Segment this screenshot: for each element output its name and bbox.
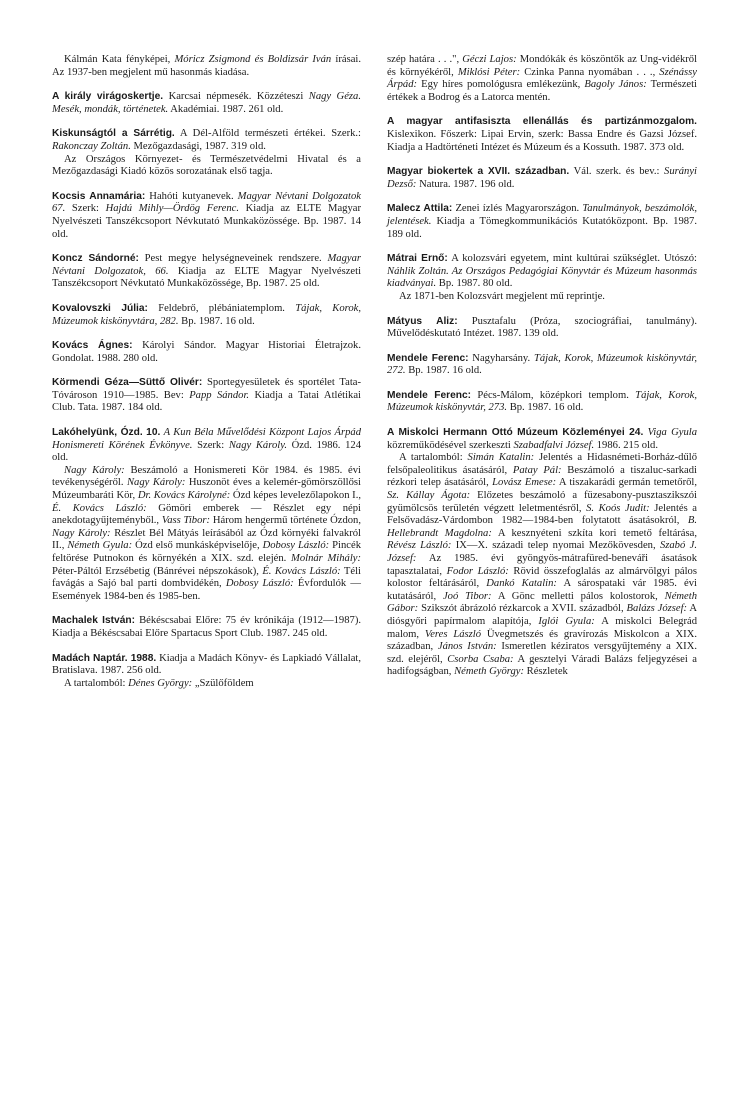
entry-text: Természeti értékek a Bodrog és a Latorca mentén. bbox=[387, 79, 698, 103]
entry-text: A gesztelyi Váradi Balázs feljegyzései a hadifogságban, bbox=[387, 653, 697, 678]
italic-text: Szabadfalvi József. bbox=[513, 439, 595, 451]
entry-text: A Dél-Alföld természeti értékei. Szerk.: bbox=[174, 128, 362, 140]
entry-text: Az 1871-ben Kolozsvárt megjelent mű reprintje. bbox=[399, 290, 605, 302]
entry-text: Kiadja a Tömegkommunikációs Kutatóközpont. Bp. 1987. 189 old. bbox=[387, 215, 697, 240]
italic-text: Németh György: bbox=[454, 666, 524, 678]
entry-text: A Gönc melletti pálos kolostorok, bbox=[491, 590, 665, 602]
entry-text: Gömöri emberek — Részlet egy népi anekdotagyűjteményből., bbox=[52, 502, 361, 527]
entry-text: Jelentés a Hidasnémeti-Borház-dűlő felsőpaleolitikus ásatásáról, bbox=[387, 452, 697, 476]
entry-text: Évfordulók — Események 1984-ben és 1985-ben. bbox=[52, 578, 361, 602]
entry-paragraph bbox=[52, 653, 361, 678]
bibliography-entry bbox=[387, 427, 697, 679]
bibliography-entry bbox=[387, 116, 697, 154]
italic-text: Veres László bbox=[424, 628, 481, 640]
entry-paragraph bbox=[387, 353, 697, 378]
entry-text: Szikszót ábrázoló rézkarcok a XVII. századból, bbox=[418, 603, 627, 615]
bibliography-entry bbox=[387, 54, 697, 104]
bibliography-entry bbox=[52, 615, 361, 640]
left-column bbox=[52, 54, 361, 702]
entry-paragraph bbox=[387, 253, 697, 291]
entry-text: Pincék feltörése Putnokon és környékén a XIX. szd. elején. bbox=[52, 540, 361, 564]
entry-text: Huszonöt éves a kelemér-gömörszöllősi Múzeumbaráti Kör, bbox=[52, 477, 361, 502]
italic-text: Szénássy Árpád: bbox=[387, 66, 697, 91]
entry-text: Kiadja az ELTE Magyar Nyelvészeti Tanszékcsoport Névkutató Munkaközössége. Bp. 1987. 14 old. bbox=[52, 203, 361, 240]
bibliography-entry bbox=[387, 253, 697, 303]
italic-text: Miklósi Péter: bbox=[457, 66, 521, 78]
italic-text: Dr. Kovács Károlyné: bbox=[137, 490, 231, 502]
entry-heading: A magyar antifasiszta ellenállás és partizánmozgalom. bbox=[387, 116, 697, 128]
italic-text: Papp Sándor. bbox=[189, 389, 250, 401]
italic-text: Nagy Károly. bbox=[228, 439, 287, 451]
entry-paragraph bbox=[52, 427, 361, 465]
italic-text: S. Koós Judit: bbox=[586, 502, 650, 514]
entry-text: Mezőgazdasági, 1987. 319 old. bbox=[130, 140, 266, 152]
entry-paragraph bbox=[52, 54, 361, 79]
entry-heading: Machalek István: bbox=[52, 615, 135, 627]
italic-text: Patay Pál: bbox=[512, 464, 562, 476]
italic-text: Géczi Lajos: bbox=[462, 54, 517, 65]
entry-text: Beszámoló a tiszaluc-sarkadi rézkori telep ásatásáról, bbox=[387, 464, 697, 489]
italic-text: Révész László: bbox=[387, 540, 452, 552]
entry-text: A miskolci Belegrád malom, bbox=[387, 615, 697, 640]
bibliography-entry bbox=[52, 427, 361, 603]
italic-text: Joó Tibor: bbox=[442, 590, 492, 602]
entry-heading: Kovalovszki Júlia: bbox=[52, 302, 148, 314]
italic-text: Dobosy László: bbox=[262, 540, 330, 552]
italic-text: Szabó J. József: bbox=[387, 540, 697, 564]
entry-text: Natura. 1987. 196 old. bbox=[416, 178, 515, 190]
entry-heading: Koncz Sándorné: bbox=[52, 253, 139, 265]
italic-text: Nagy Károly: bbox=[52, 527, 111, 539]
entry-text: Pusztafalu (Próza, szociográfiai, tanulmány). Művelődéskutató Intézet. 1987. 139 old. bbox=[387, 315, 697, 340]
entry-text: Kiadja a Madách Könyv- és Lapkiadó Vállalat, Bratislava. 1987. 256 old. bbox=[52, 652, 362, 677]
entry-paragraph bbox=[387, 54, 697, 104]
italic-text: Bagoly János: bbox=[584, 79, 647, 91]
entry-text: Kiadja az ELTE Magyar Nyelvészeti Tanszékcsoport Névkutató Munkaközössége, Bp. 1987. 25 old. bbox=[52, 265, 362, 290]
entry-text: írásai. Az 1937-ben megjelent mű hasonmás kiadása. bbox=[52, 54, 361, 78]
entry-heading: Malecz Attila: bbox=[387, 203, 453, 215]
entry-heading: Mendele Ferenc: bbox=[387, 352, 469, 364]
entry-text: Zenei ízlés Magyarországon. bbox=[452, 203, 583, 215]
entry-text: Kálmán Kata fényképei, bbox=[64, 54, 175, 65]
italic-text: Surányi Dezső: bbox=[387, 166, 697, 190]
italic-text: Molnár Mihály: bbox=[291, 553, 362, 564]
entry-text: Czinka Panna nyomában . . ., bbox=[520, 66, 660, 78]
entry-heading: Kovács Ágnes: bbox=[52, 340, 133, 352]
italic-text: János István: bbox=[437, 641, 497, 653]
entry-text: közreműködésével szerkeszti bbox=[387, 439, 514, 451]
italic-text: É. Kovács László: bbox=[52, 502, 147, 514]
entry-paragraph bbox=[387, 427, 697, 452]
entry-heading: Kocsis Annamária: bbox=[52, 190, 146, 202]
entry-text: Üvegmetszés és gravírozás Miskolcon a XIX. században, bbox=[387, 628, 697, 653]
italic-text: Vass Tibor: bbox=[161, 515, 211, 527]
entry-text: A tiszakarádi germán temetőről, bbox=[556, 477, 697, 489]
bibliography-entry bbox=[387, 316, 697, 341]
bibliography-entry bbox=[52, 303, 361, 328]
entry-text: A kesznyéteni szkíta kori temető feltárása, bbox=[491, 527, 697, 539]
italic-text: Náhlik Zoltán. Az Országos Pedagógiai Könyvtár és Múzeum hasonmás kiadványai. bbox=[387, 265, 697, 290]
entry-text: Pest megye helységneveinek rendszere. bbox=[138, 253, 328, 265]
entry-text: Sportegyesületek és sportélet Tata-Tóvároson 1910—1985. Bev: bbox=[52, 377, 362, 401]
entry-text: A kolozsvári egyetem, mint kultúrai szükséglet. Utószó: bbox=[447, 253, 697, 265]
entry-text: Kiadja a Tatai Atlétikai Club. Tata. 1987. 184 old. bbox=[52, 389, 361, 414]
entry-text: A diósgyőri papírmalom alapítója, bbox=[387, 603, 697, 627]
entry-paragraph bbox=[52, 340, 361, 365]
italic-text: Rakonczay Zoltán. bbox=[52, 140, 131, 152]
entry-heading: A Miskolci Hermann Ottó Múzeum Közleményei 24. bbox=[387, 427, 644, 439]
entry-text: Szerk: bbox=[192, 439, 229, 451]
italic-text: Hajdú Mihly—Ördög Ferenc. bbox=[105, 203, 239, 215]
entry-text: Ózd első munkásképviselője, bbox=[132, 540, 263, 552]
entry-text: Hahóti kutyanevek. bbox=[145, 190, 238, 202]
entry-text: Részletek bbox=[524, 666, 568, 678]
entry-text: „Szülőföldem bbox=[192, 677, 254, 689]
bibliography-entry bbox=[52, 91, 361, 116]
entry-text: Az Országos Környezet- és Természetvédelmi Hivatal és a Mezőgazdasági Kiadó közös sorozatának első tagja. bbox=[52, 153, 361, 178]
entry-paragraph bbox=[52, 615, 361, 640]
italic-text: Nagy Károly: bbox=[126, 477, 186, 489]
italic-text: Fodor László: bbox=[446, 565, 509, 577]
entry-text: Kislexikon. Főszerk: Lipai Ervin, szerk: Bassa Endre és Gazsi József. Kiadja a Hadtörténeti Intézet és Múzeum és a Kossuth. 1987. 373 old. bbox=[387, 128, 697, 153]
entry-paragraph bbox=[387, 390, 697, 415]
entry-text: IX—X. századi telep nyomai Mezőkövesden, bbox=[451, 540, 660, 552]
entry-text: Feldebrő, plébániatemplom. bbox=[147, 302, 296, 314]
entry-heading: Mátyus Aliz: bbox=[387, 315, 458, 327]
bibliography-entry bbox=[52, 340, 361, 365]
entry-text: Mondókák és köszöntők az Ung-vidékről és környékéről, bbox=[387, 54, 698, 78]
entry-paragraph bbox=[387, 116, 697, 154]
italic-text: A Kun Béla Művelődési Központ Lajos Árpád Honismereti Körének Évkönyve. bbox=[52, 427, 361, 451]
entry-text: Szerk: bbox=[65, 203, 106, 215]
entry-text: A tartalomból: bbox=[64, 677, 129, 689]
entry-paragraph bbox=[52, 303, 361, 328]
entry-paragraph bbox=[387, 166, 697, 191]
entry-text: Ismeretlen kéziratos versgyűjtemény a XIX. szd. elejéről, bbox=[387, 641, 698, 665]
entry-note bbox=[52, 678, 361, 691]
entry-text: A sárospataki vár 1985. évi kutatásáról, bbox=[387, 578, 698, 602]
bibliography-entry bbox=[387, 166, 697, 191]
entry-heading: Mátrai Ernő: bbox=[387, 253, 448, 265]
italic-text: Móricz Zsigmond és Boldizsár Iván bbox=[174, 54, 332, 65]
italic-text: Németh Gyula: bbox=[67, 540, 133, 552]
entry-heading: Magyar biokertek a XVII. században. bbox=[387, 166, 570, 178]
entry-heading: Madách Naptár. 1988. bbox=[52, 652, 157, 664]
entry-note bbox=[52, 465, 361, 604]
bibliography-entry bbox=[52, 191, 361, 241]
entry-text: Beszámoló a Honismereti Kör 1984. és 1985. évi tevékenységéről. bbox=[52, 464, 361, 489]
entry-paragraph bbox=[52, 91, 361, 116]
bibliography-entry bbox=[387, 390, 697, 415]
bibliography-entry bbox=[52, 653, 361, 691]
italic-text: Nagy Géza. Mesék, mondák, történetek. bbox=[52, 91, 361, 115]
entry-text: Az 1985. évi gyöngyös-mátrafüred-beneváři ásatások tapasztalatai, bbox=[387, 553, 697, 577]
entry-text: Előzetes beszámoló a füzesabony-pusztaszikszói gyümölcsös területén végzett leletmentésről, bbox=[387, 490, 697, 514]
entry-text: Ózd képes levelezőlapokon I., bbox=[230, 490, 361, 502]
bibliography-entry bbox=[387, 203, 697, 241]
entry-heading: Lakóhelyünk, Ózd. 10. bbox=[52, 427, 161, 439]
italic-text: Csorba Csaba: bbox=[447, 653, 514, 665]
entry-heading: Mendele Ferenc: bbox=[387, 389, 472, 401]
entry-paragraph bbox=[52, 191, 361, 241]
bibliography-entry bbox=[52, 377, 361, 415]
entry-text: Péter-Páltól Erzsébetig (Bánrévei népszokások), bbox=[52, 565, 263, 577]
entry-text: Bp. 1987. 80 old. bbox=[436, 278, 513, 290]
entry-text: Békéscsabai Előre: 75 év krónikája (1912—1987). Kiadja a Békéscsabai Előre Spartacus Sport Club. 1987. 245 old. bbox=[52, 615, 362, 639]
entry-heading: Körmendi Géza—Süttő Olivér: bbox=[52, 377, 203, 389]
entry-text: Nagyharsány. bbox=[468, 352, 534, 364]
italic-text: Németh Gábor: bbox=[387, 590, 697, 615]
entry-heading: Kiskunságtól a Sárrétig. bbox=[52, 128, 175, 140]
entry-paragraph bbox=[52, 377, 361, 415]
entry-text: Téli favágás a Sajó bal parti dombvidékén, bbox=[52, 565, 361, 590]
entry-text: Karcsai népmesék. Közzéteszi bbox=[163, 91, 309, 103]
right-column bbox=[387, 54, 697, 691]
entry-text: Egy híres pomológusra emlékezünk, bbox=[417, 79, 585, 91]
italic-text: Tanulmányok, beszámolók, jelentések. bbox=[387, 203, 697, 227]
entry-text: Vál. szerk. és bev.: bbox=[569, 166, 665, 178]
italic-text: Tájak, Korok, Múzeumok kiskönyvtára, 282. bbox=[52, 302, 361, 327]
bibliography-entry bbox=[52, 253, 361, 291]
italic-text: Dankó Katalin: bbox=[486, 578, 557, 590]
entry-text: Károlyi Sándor. Magyar Historiai Életrajzok. Gondolat. 1988. 280 old. bbox=[52, 340, 362, 364]
entry-text: Ózd. 1986. 124 old. bbox=[52, 439, 362, 464]
entry-note bbox=[52, 154, 361, 179]
entry-text: Pécs-Málom, középkori templom. bbox=[471, 389, 636, 401]
italic-text: É. Kovács László: bbox=[262, 565, 341, 577]
entry-text: szép határa . . .", bbox=[387, 54, 463, 65]
entry-text: Bp. 1987. 16 old. bbox=[405, 365, 482, 377]
entry-text: Bp. 1987. 16 old. bbox=[178, 315, 255, 327]
italic-text: Tájak, Korok, Múzeumok kiskönyvtár, 272. bbox=[387, 352, 697, 377]
entry-paragraph bbox=[387, 316, 697, 341]
italic-text: Sz. Kállay Ágota: bbox=[387, 490, 471, 502]
bibliography-entry bbox=[387, 353, 697, 378]
italic-text: Lovász Emese: bbox=[492, 477, 557, 489]
entry-text: Három hengermű története Ózdon, bbox=[210, 515, 362, 527]
italic-text: Magyar Névtani Dolgozatok 67. bbox=[52, 190, 362, 215]
italic-text: Magyar Névtani Dolgozatok, 66. bbox=[52, 253, 361, 277]
entry-note bbox=[387, 291, 697, 304]
entry-paragraph bbox=[52, 253, 361, 291]
entry-text: Rövid összefoglalás az almárvölgyi pálos kolostor feltárásáról, bbox=[387, 565, 697, 590]
italic-text: Tájak, Korok, Múzeumok kiskönyvtár, 273. bbox=[387, 389, 697, 414]
italic-text: B. Hellebrandt Magdolna: bbox=[387, 515, 697, 539]
entry-paragraph bbox=[387, 203, 697, 241]
italic-text: Iglói Gyula: bbox=[538, 615, 595, 627]
italic-text: Viga Gyula bbox=[647, 427, 697, 439]
bibliography-entry bbox=[52, 54, 361, 79]
entry-paragraph bbox=[52, 128, 361, 153]
entry-heading: A király virágoskertje. bbox=[52, 91, 164, 103]
italic-text: Dobosy László: bbox=[225, 578, 294, 590]
italic-text: Dénes György: bbox=[128, 677, 193, 689]
entry-text: Akadémiai. 1987. 261 old. bbox=[168, 103, 284, 115]
italic-text: Simán Katalin: bbox=[467, 452, 535, 464]
entry-text: Jelentés a Felsővadász-Várdombon 1982—1984-ben folytatott ásatásokról, bbox=[387, 502, 697, 527]
entry-text: Bp. 1987. 16 old. bbox=[507, 402, 584, 414]
entry-text: Részlet Bél Mátyás leírásából az Ózd környéki falvakról II., bbox=[52, 527, 361, 552]
italic-text: Nagy Károly: bbox=[64, 464, 125, 476]
italic-text: Balázs József: bbox=[626, 603, 688, 615]
entry-text: A tartalomból: bbox=[399, 452, 468, 464]
entry-text: 1986. 215 old. bbox=[594, 439, 658, 451]
bibliography-entry bbox=[52, 128, 361, 178]
entry-note bbox=[387, 452, 697, 679]
